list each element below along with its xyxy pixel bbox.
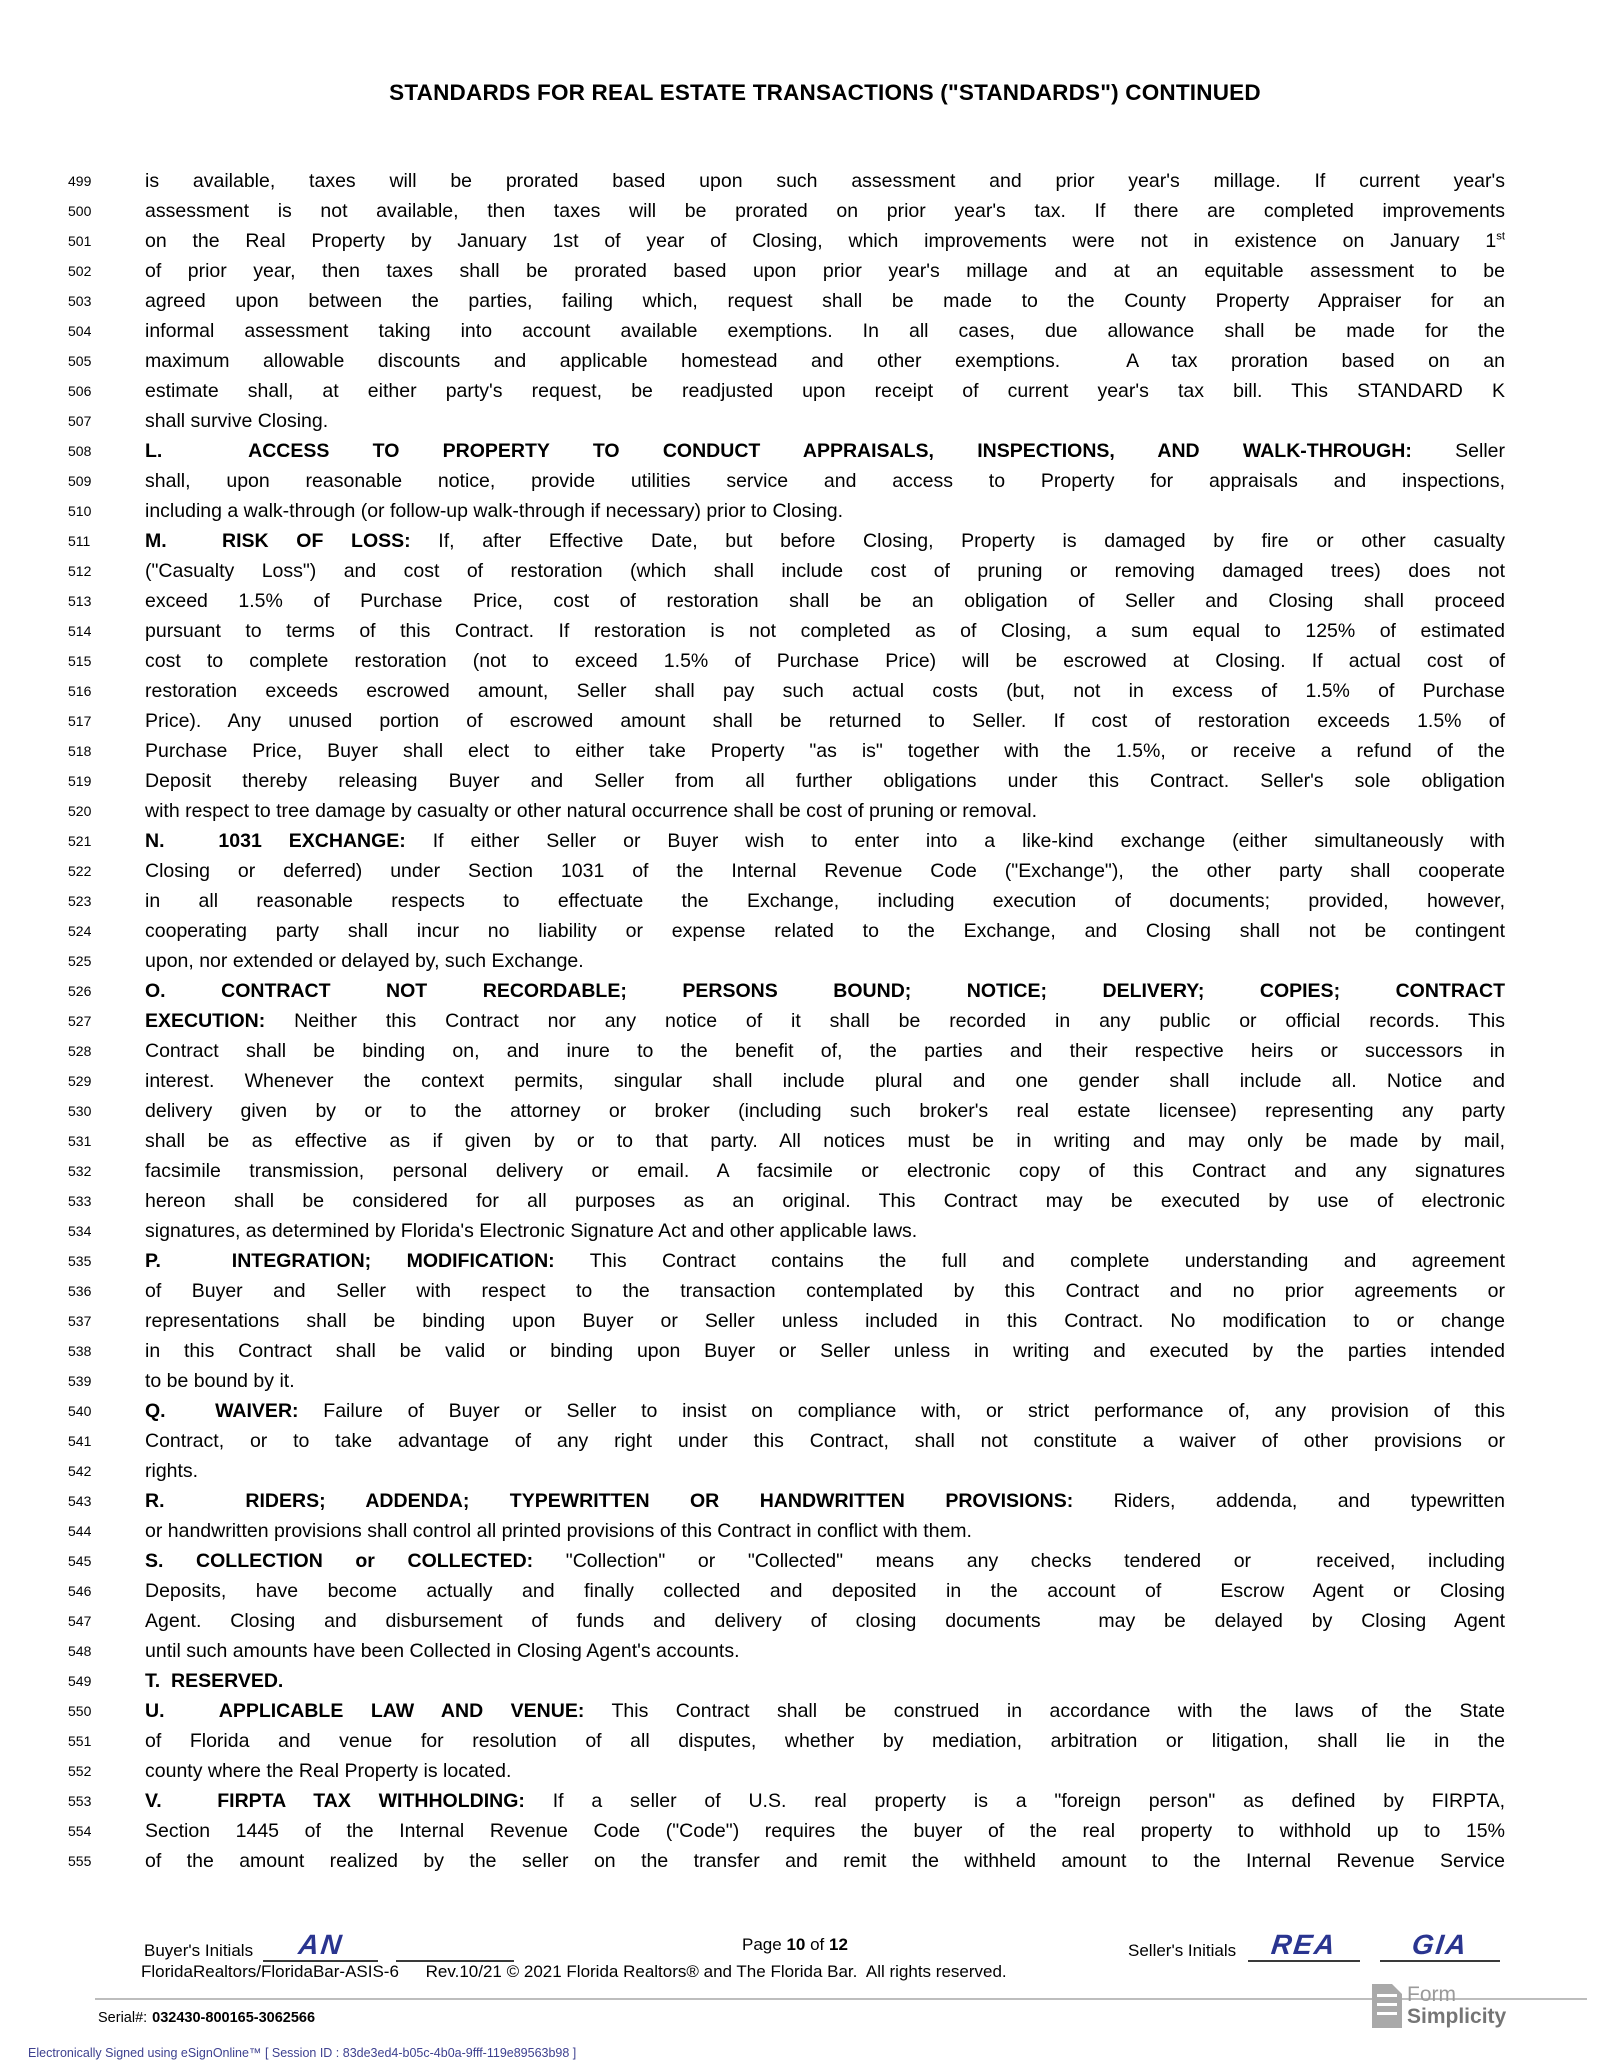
line-text: in this Contract shall be valid or binding upon Buyer or Seller unless in writing and executed by the parties intended	[145, 1340, 1505, 1362]
document-line	[0, 406, 1600, 436]
document-line	[0, 976, 1600, 1006]
document-line	[0, 796, 1600, 826]
document-line	[0, 1276, 1600, 1306]
document-line	[0, 226, 1600, 256]
line-number: 534	[68, 1223, 92, 1239]
line-number: 516	[68, 683, 92, 699]
document-line	[0, 166, 1600, 196]
line-text: county where the Real Property is located.	[145, 1760, 512, 1782]
document-line	[0, 676, 1600, 706]
document-line	[0, 1246, 1600, 1276]
document-line	[0, 496, 1600, 526]
line-number: 546	[68, 1583, 92, 1599]
form-identifier-line	[141, 1962, 1007, 1982]
line-text: maximum allowable discounts and applicable homestead and other exemptions. A tax proration based on an	[145, 350, 1505, 372]
line-text: interest. Whenever the context permits, singular shall include plural and one gender shall include all. Notice and	[145, 1070, 1505, 1092]
esign-session-line: Electronically Signed using eSignOnline™ [ Session ID : 83de3ed4-b05c-4b0a-9fff-119e89563b98 ]	[28, 2046, 577, 2060]
line-number: 544	[68, 1523, 92, 1539]
line-number: 533	[68, 1193, 92, 1209]
seller-initials-value-1: REA	[1269, 1929, 1339, 1960]
line-number: 520	[68, 803, 92, 819]
of-word: of	[810, 1935, 825, 1954]
line-number: 552	[68, 1763, 92, 1779]
document-line	[0, 646, 1600, 676]
document-line	[0, 1006, 1600, 1036]
document-line	[0, 856, 1600, 886]
line-number: 538	[68, 1343, 92, 1359]
document-line	[0, 1696, 1600, 1726]
document-line	[0, 1726, 1600, 1756]
serial-label: Serial#:	[98, 2010, 148, 2026]
line-text: representations shall be binding upon Buyer or Seller unless included in this Contract. No modification to or change	[145, 1310, 1505, 1332]
page-total: 12	[829, 1935, 848, 1954]
line-text: of Buyer and Seller with respect to the transaction contemplated by this Contract and no prior agreements or	[145, 1280, 1505, 1302]
line-text: agreed upon between the parties, failing which, request shall be made to the County Property Appraiser for an	[145, 290, 1505, 312]
line-number: 551	[68, 1733, 92, 1749]
line-text: O. CONTRACT NOT RECORDABLE; PERSONS BOUND; NOTICE; DELIVERY; COPIES; CONTRACT	[145, 980, 1505, 1002]
logo-form-text: Form	[1407, 1983, 1456, 2006]
document-line	[0, 376, 1600, 406]
line-text: pursuant to terms of this Contract. If restoration is not completed as of Closing, a sum equal to 125% of estimated	[145, 620, 1505, 642]
line-number: 523	[68, 893, 92, 909]
line-text: U. APPLICABLE LAW AND VENUE: This Contract shall be construed in accordance with the laws of the State	[145, 1700, 1506, 1722]
line-number: 548	[68, 1643, 92, 1659]
line-number: 549	[68, 1673, 92, 1689]
line-text: until such amounts have been Collected in Closing Agent's accounts.	[145, 1640, 740, 1662]
line-text: Section 1445 of the Internal Revenue Code ("Code") requires the buyer of the real property to withhold up to 15%	[145, 1820, 1505, 1842]
line-text: shall be as effective as if given by or to that party. All notices must be in writing and may only be made by mail,	[145, 1130, 1505, 1152]
line-text: or handwritten provisions shall control all printed provisions of this Contract in conflict with them.	[145, 1520, 972, 1542]
line-number: 532	[68, 1163, 92, 1179]
seller-initials-block	[1128, 1920, 1500, 1962]
line-text: S. COLLECTION or COLLECTED: "Collection" or "Collected" means any checks tendered or received, including	[145, 1550, 1506, 1572]
revision-copyright: Rev.10/21 © 2021 Florida Realtors® and The Florida Bar. All rights reserved.	[425, 1962, 1007, 1981]
line-number: 506	[68, 383, 92, 399]
line-number: 535	[68, 1253, 92, 1269]
document-line	[0, 1756, 1600, 1786]
page-title: STANDARDS FOR REAL ESTATE TRANSACTIONS ("STANDARDS") CONTINUED	[389, 80, 1261, 105]
document-line	[0, 946, 1600, 976]
line-text: of Florida and venue for resolution of all disputes, whether by mediation, arbitration or litigation, shall lie in the	[145, 1730, 1505, 1752]
document-lines	[0, 166, 1600, 1876]
line-text: Closing or deferred) under Section 1031 of the Internal Revenue Code ("Exchange"), the other party shall cooperate	[145, 860, 1505, 882]
line-text: upon, nor extended or delayed by, such Exchange.	[145, 950, 584, 972]
document-line	[0, 1636, 1600, 1666]
page-word: Page	[742, 1935, 782, 1954]
document-line	[0, 466, 1600, 496]
buyer-initials-field-2[interactable]	[396, 1920, 514, 1962]
line-text: restoration exceeds escrowed amount, Seller shall pay such actual costs (but, not in excess of 1.5% of Purchase	[145, 680, 1505, 702]
line-number: 503	[68, 293, 92, 309]
line-number: 508	[68, 443, 92, 459]
buyer-initials-field-1[interactable]	[263, 1920, 378, 1962]
line-number: 513	[68, 593, 92, 609]
seller-initials-value-2: GIA	[1410, 1929, 1470, 1960]
line-text: ("Casualty Loss") and cost of restoration (which shall include cost of pruning or removing damaged trees) does not	[145, 560, 1505, 582]
document-line	[0, 766, 1600, 796]
document-icon-lines	[1377, 1994, 1397, 2021]
document-line	[0, 346, 1600, 376]
line-text: delivery given by or to the attorney or broker (including such broker's real estate licensee) representing any party	[145, 1100, 1505, 1122]
line-number: 505	[68, 353, 92, 369]
document-icon	[1372, 1984, 1402, 2028]
form-simplicity-logo	[1372, 1984, 1506, 2028]
document-line	[0, 436, 1600, 466]
line-number: 536	[68, 1283, 92, 1299]
document-line	[0, 1426, 1600, 1456]
line-text: Contract, or to take advantage of any right under this Contract, shall not constitute a waiver of other provisions or	[145, 1430, 1505, 1452]
buyer-initials-block	[144, 1920, 514, 1962]
line-text: is available, taxes will be prorated based upon such assessment and prior year's millage. If current year's	[145, 170, 1505, 192]
line-number: 514	[68, 623, 92, 639]
line-text: Contract shall be binding on, and inure to the benefit of, the parties and their respective heirs or successors in	[145, 1040, 1505, 1062]
line-text: estimate shall, at either party's request, be readjusted upon receipt of current year's tax bill. This STANDARD K	[145, 380, 1505, 402]
line-number: 542	[68, 1463, 92, 1479]
logo-simplicity-text: Simplicity	[1407, 2005, 1507, 2028]
line-number: 525	[68, 953, 92, 969]
document-line	[0, 1336, 1600, 1366]
line-number: 500	[68, 203, 92, 219]
line-number: 504	[68, 323, 92, 339]
line-number: 531	[68, 1133, 92, 1149]
document-line	[0, 256, 1600, 286]
line-text: M. RISK OF LOSS: If, after Effective Date, but before Closing, Property is damaged by fire or other casualty	[145, 530, 1505, 552]
line-number: 553	[68, 1793, 92, 1809]
document-line	[0, 1486, 1600, 1516]
buyer-initials-label: Buyer's Initials	[144, 1941, 254, 1960]
line-number: 499	[68, 173, 92, 189]
line-number: 502	[68, 263, 92, 279]
page-number: 10	[786, 1935, 806, 1954]
form-id: FloridaRealtors/FloridaBar-ASIS-6	[141, 1962, 399, 1981]
line-number: 519	[68, 773, 92, 789]
line-number: 511	[68, 533, 91, 549]
footer-divider	[95, 1998, 1587, 2000]
line-text: including a walk-through (or follow-up walk-through if necessary) prior to Closing.	[145, 500, 843, 522]
buyer-initials-value: AN	[296, 1929, 345, 1960]
line-text: cost to complete restoration (not to exceed 1.5% of Purchase Price) will be escrowed at Closing. If actual cost of	[145, 650, 1505, 672]
document-line	[0, 1786, 1600, 1816]
page-indicator	[742, 1935, 848, 1955]
document-line	[0, 1366, 1600, 1396]
line-text: rights.	[145, 1460, 199, 1482]
line-number: 512	[68, 563, 92, 579]
logo-text	[1407, 1984, 1506, 2028]
document-line	[0, 1666, 1600, 1696]
document-line	[0, 916, 1600, 946]
seller-initials-field-1[interactable]	[1248, 1920, 1360, 1962]
document-line	[0, 1546, 1600, 1576]
document-line	[0, 1126, 1600, 1156]
line-text: signatures, as determined by Florida's Electronic Signature Act and other applicable laws.	[145, 1220, 918, 1242]
line-text: Purchase Price, Buyer shall elect to either take Property "as is" together with the 1.5%, or receive a refund of the	[145, 740, 1505, 762]
line-text: Agent. Closing and disbursement of funds and delivery of closing documents may be delayed by Closing Agent	[145, 1610, 1505, 1632]
line-number: 547	[68, 1613, 92, 1629]
document-line	[0, 1096, 1600, 1126]
document-line	[0, 1456, 1600, 1486]
line-text: in all reasonable respects to effectuate the Exchange, including execution of documents; provided, however,	[145, 890, 1505, 912]
line-text: of the amount realized by the seller on the transfer and remit the withheld amount to the Internal Revenue Service	[145, 1850, 1505, 1872]
document-line	[0, 886, 1600, 916]
line-number: 521	[68, 833, 92, 849]
line-number: 543	[68, 1493, 92, 1509]
line-number: 518	[68, 743, 92, 759]
line-number: 540	[68, 1403, 92, 1419]
line-number: 545	[68, 1553, 92, 1569]
line-text: informal assessment taking into account available exemptions. In all cases, due allowance shall be made for the	[145, 320, 1505, 342]
document-line	[0, 286, 1600, 316]
line-number: 530	[68, 1103, 92, 1119]
serial-number-line	[98, 2010, 315, 2026]
line-text: R. RIDERS; ADDENDA; TYPEWRITTEN OR HANDWRITTEN PROVISIONS: Riders, addenda, and typewritten	[145, 1490, 1505, 1512]
line-number: 527	[68, 1013, 92, 1029]
line-text: of prior year, then taxes shall be prorated based upon prior year's millage and at an equitable assessment to be	[145, 260, 1505, 282]
line-number: 524	[68, 923, 92, 939]
line-text: exceed 1.5% of Purchase Price, cost of restoration shall be an obligation of Seller and Closing shall proceed	[145, 590, 1505, 612]
line-text: Q. WAIVER: Failure of Buyer or Seller to insist on compliance with, or strict performance of, any provision of this	[145, 1400, 1505, 1422]
document-line	[0, 736, 1600, 766]
line-number: 510	[68, 503, 92, 519]
line-number: 507	[68, 413, 92, 429]
line-number: 550	[68, 1703, 92, 1719]
line-text: Deposit thereby releasing Buyer and Seller from all further obligations under this Contract. Seller's sole obligation	[145, 770, 1505, 792]
document-line	[0, 1396, 1600, 1426]
document-line	[0, 1816, 1600, 1846]
document-line	[0, 316, 1600, 346]
line-text: cooperating party shall incur no liability or expense related to the Exchange, and Closing shall not be contingent	[145, 920, 1505, 942]
document-line	[0, 616, 1600, 646]
line-text: Deposits, have become actually and finally collected and deposited in the account of Escrow Agent or Closing	[145, 1580, 1505, 1602]
document-line	[0, 1576, 1600, 1606]
line-text: with respect to tree damage by casualty or other natural occurrence shall be cost of pruning or removal.	[145, 800, 1038, 822]
line-number: 539	[68, 1373, 92, 1389]
line-text: hereon shall be considered for all purposes as an original. This Contract may be executed by use of electronic	[145, 1190, 1505, 1212]
line-text: shall survive Closing.	[145, 410, 329, 432]
seller-initials-field-2[interactable]	[1380, 1920, 1500, 1962]
document-line	[0, 1846, 1600, 1876]
line-text: V. FIRPTA TAX WITHHOLDING: If a seller of U.S. real property is a "foreign person" as defined by FIRPTA,	[145, 1790, 1505, 1812]
document-line	[0, 196, 1600, 226]
line-number: 528	[68, 1043, 92, 1059]
line-number: 515	[68, 653, 92, 669]
document-line	[0, 1216, 1600, 1246]
line-text: P. INTEGRATION; MODIFICATION: This Contract contains the full and complete understanding and agreement	[145, 1250, 1505, 1272]
line-number: 509	[68, 473, 92, 489]
line-text: to be bound by it.	[145, 1370, 295, 1392]
document-line	[0, 1186, 1600, 1216]
line-number: 537	[68, 1313, 92, 1329]
line-text: assessment is not available, then taxes will be prorated on prior year's tax. If there are completed improvements	[145, 200, 1505, 222]
line-number: 526	[68, 983, 92, 999]
document-line	[0, 826, 1600, 856]
document-line	[0, 1036, 1600, 1066]
document-line	[0, 1156, 1600, 1186]
line-number: 541	[68, 1433, 92, 1449]
line-text: L. ACCESS TO PROPERTY TO CONDUCT APPRAISALS, INSPECTIONS, AND WALK-THROUGH: Seller	[145, 440, 1505, 462]
line-number: 522	[68, 863, 92, 879]
seller-initials-label: Seller's Initials	[1128, 1941, 1237, 1960]
document-line	[0, 1516, 1600, 1546]
document-line	[0, 526, 1600, 556]
line-text: T. RESERVED.	[145, 1670, 284, 1692]
document-line	[0, 586, 1600, 616]
line-number: 529	[68, 1073, 92, 1089]
line-text: EXECUTION: Neither this Contract nor any notice of it shall be recorded in any public or official records. This	[145, 1010, 1505, 1032]
serial-value: 032430-800165-3062566	[152, 2010, 316, 2026]
line-number: 555	[68, 1853, 92, 1869]
line-text: N. 1031 EXCHANGE: If either Seller or Buyer wish to enter into a like-kind exchange (either simultaneously with	[145, 830, 1505, 852]
document-line	[0, 1066, 1600, 1096]
document-line	[0, 1306, 1600, 1336]
document-line	[0, 556, 1600, 586]
line-text: facsimile transmission, personal delivery or email. A facsimile or electronic copy of this Contract and any signatures	[145, 1160, 1505, 1182]
document-line	[0, 706, 1600, 736]
line-text: shall, upon reasonable notice, provide utilities service and access to Property for appraisals and inspections,	[145, 470, 1505, 492]
document-line	[0, 1606, 1600, 1636]
line-number: 517	[68, 713, 92, 729]
line-number: 501	[68, 233, 92, 249]
line-text: Price). Any unused portion of escrowed amount shall be returned to Seller. If cost of restoration exceeds 1.5% of	[145, 710, 1505, 732]
line-number: 554	[68, 1823, 92, 1839]
line-text: on the Real Property by January 1st of year of Closing, which improvements were not in existence on January 1st	[145, 230, 1505, 252]
